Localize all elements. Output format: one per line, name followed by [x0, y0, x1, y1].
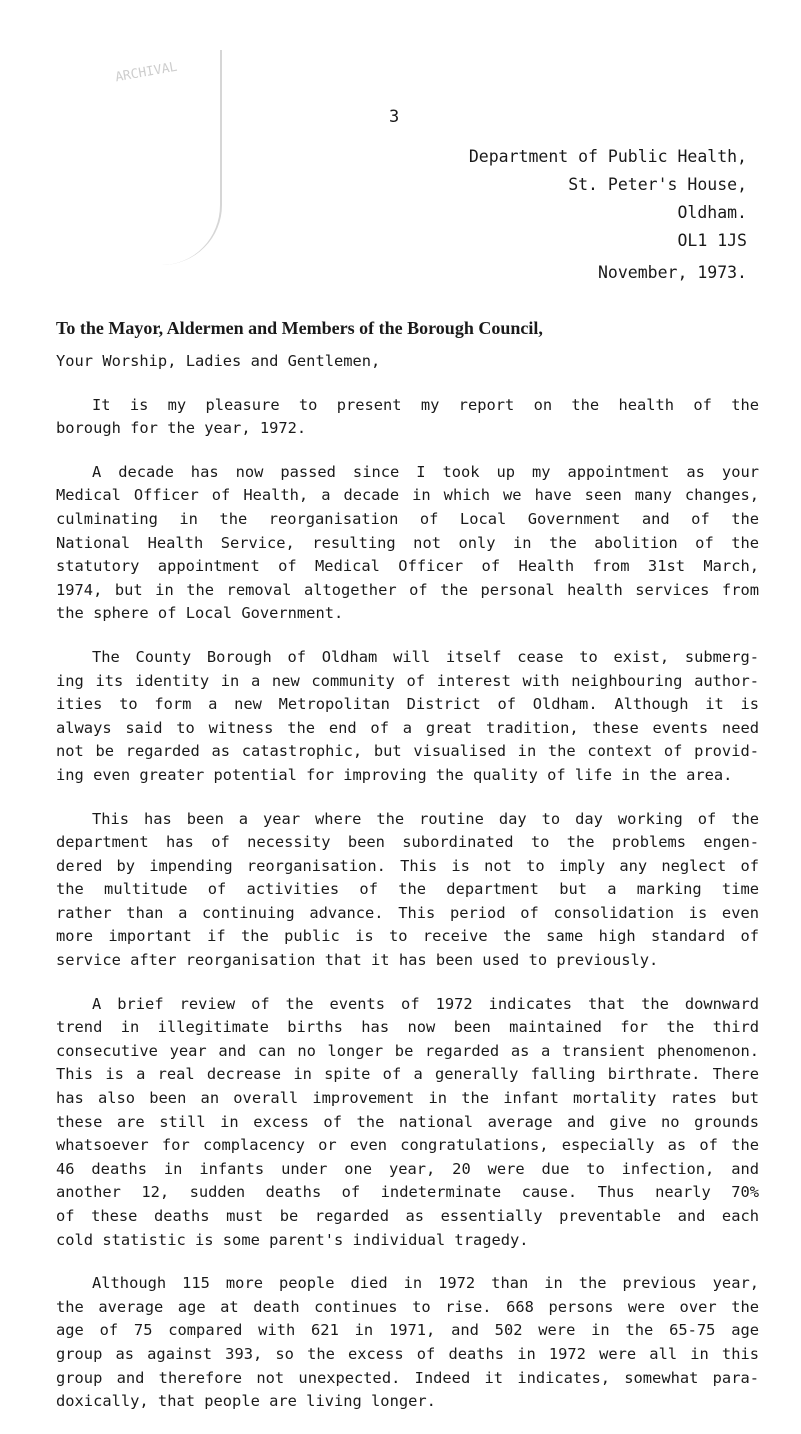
paragraph-line: has also been an overall improvement in the infant mortality rates but [56, 1089, 759, 1108]
paragraph-line: dered by impending reorganisation. This is not to imply any neglect of [56, 856, 759, 875]
paragraph-line: ities to form a new Metropolitan District of Oldham. Although it is [56, 695, 759, 714]
paragraph-line: 1974, but in the removal altogether of the personal health services from [56, 580, 759, 599]
address-line: Oldham. [677, 203, 747, 222]
sender-address [469, 143, 747, 287]
paragraph-line: This is a real decrease in spite of a generally falling birthrate. There [56, 1065, 759, 1084]
letter-body [56, 350, 759, 1434]
address-line: Department of Public Health, [468, 147, 747, 166]
paragraph-line: ing even greater potential for improving the quality of life in the area. [56, 765, 733, 784]
paragraph-line: rather than a continuing advance. This period of consolidation is even [56, 903, 759, 922]
paragraph [56, 646, 759, 788]
paragraph-line: This has been a year where the routine day to day working of the [92, 809, 759, 828]
paragraph-line: not be regarded as catastrophic, but visualised in the context of provid- [56, 742, 759, 761]
paragraph [56, 461, 759, 626]
paragraph-line: group as against 393, so the excess of deaths in 1972 were all in this [56, 1344, 759, 1363]
paragraph-line: these are still in excess of the national average and give no grounds [56, 1112, 759, 1131]
paragraph-line: doxically, that people are living longer. [56, 1392, 436, 1411]
paragraph-line: Medical Officer of Health, a decade in which we have seen many changes, [56, 486, 759, 505]
paragraph-line: another 12, sudden deaths of indeterminate cause. Thus nearly 70% [56, 1183, 759, 1202]
paragraph-line: consecutive year and can no longer be regarded as a transient phenomenon. [56, 1041, 759, 1060]
paragraph-line: 46 deaths in infants under one year, 20 were due to infection, and [56, 1159, 759, 1178]
paragraph-line: age of 75 compared with 621 in 1971, and 502 were in the 65-75 age [56, 1321, 759, 1340]
paragraph-line: department has of necessity been subordinated to the problems engen- [56, 833, 759, 852]
paragraph-line: A decade has now passed since I took up my appointment as your [92, 462, 759, 481]
paragraph-line: A brief review of the events of 1972 indicates that the downward [92, 994, 759, 1013]
paragraph-line: ing its identity in a new community of interest with neighbouring author- [56, 671, 759, 690]
salutation: Your Worship, Ladies and Gentlemen, [56, 352, 381, 370]
paragraph-line: service after reorganisation that it has been used to previously. [56, 951, 659, 970]
paragraph-line: group and therefore not unexpected. Indeed it indicates, somewhat para- [56, 1368, 759, 1387]
paragraph-line: cold statistic is some parent's individual tragedy. [56, 1230, 529, 1249]
archive-stamp [95, 50, 222, 265]
paragraph-line: statutory appointment of Medical Officer of Health from 31st March, [56, 557, 759, 576]
paragraph-line: trend in illegitimate births has now been maintained for the third [56, 1018, 759, 1037]
paragraph-line: culminating in the reorganisation of Local Government and of the [56, 509, 759, 528]
paragraph [56, 808, 759, 973]
paragraph [56, 1272, 759, 1414]
paragraph-line: the sphere of Local Government. [56, 604, 344, 623]
paragraph-line: of these deaths must be regarded as essentially preventable and each [56, 1207, 759, 1225]
paragraph-line: National Health Service, resulting not only in the abolition of the [56, 533, 759, 552]
address-line: OL1 1JS [677, 231, 747, 250]
page-number: 3 [389, 107, 400, 127]
paragraph-line: Although 115 more people died in 1972 than in the previous year, [92, 1274, 759, 1293]
paragraph [56, 993, 759, 1253]
paragraph [56, 394, 759, 441]
address-line: St. Peter's House, [568, 175, 747, 194]
paragraph-line: The County Borough of Oldham will itself cease to exist, submerg- [92, 647, 759, 666]
paragraph-line: more important if the public is to receive the same high standard of [56, 927, 759, 946]
paragraph-line: borough for the year, 1972. [56, 419, 307, 438]
paragraph-line: the average age at death continues to rise. 668 persons were over the [56, 1297, 759, 1316]
addressee-heading: To the Mayor, Aldermen and Members of the Borough Council, [56, 318, 543, 338]
paragraph-line: always said to witness the end of a great tradition, these events need [56, 718, 759, 737]
paragraph-line: whatsoever for complacency or even congratulations, especially as of the [56, 1136, 759, 1155]
paragraph-line: It is my pleasure to present my report on the health of the [92, 395, 759, 414]
stamp-text: ARCHIVAL [114, 59, 179, 86]
letter-date: November, 1973. [597, 263, 747, 282]
paragraph-line: the multitude of activities of the department but a marking time [56, 880, 759, 899]
paragraphs [56, 394, 759, 1414]
